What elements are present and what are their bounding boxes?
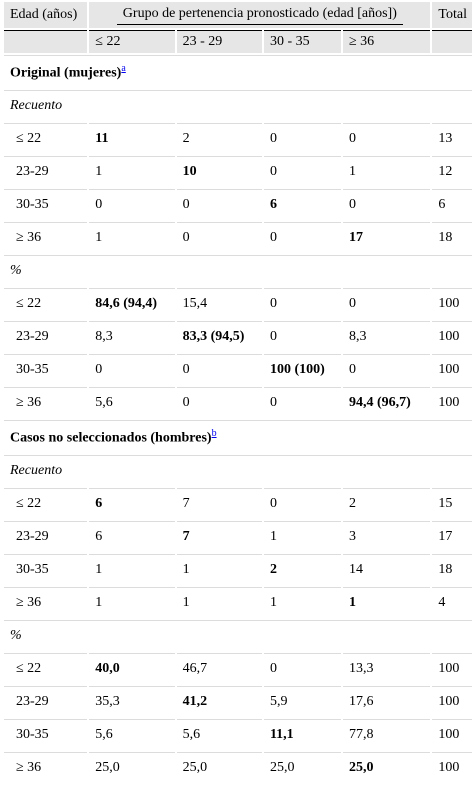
table-cell: 7 (177, 488, 262, 519)
table-cell: 1 (89, 554, 174, 585)
correct-classification-value: 84,6 (94,4) (95, 296, 158, 311)
table-cell: 1 (264, 587, 341, 618)
row-total: 6 (432, 189, 472, 220)
table-row (4, 222, 472, 253)
table-cell (89, 488, 174, 519)
table-cell: 0 (177, 222, 262, 253)
table-cell: 0 (264, 222, 341, 253)
table-cell: 0 (177, 189, 262, 220)
table-cell (264, 189, 341, 220)
table-cell: 0 (264, 288, 341, 319)
block-label: Recuento (4, 455, 472, 486)
row-age: ≥ 36 (4, 752, 87, 783)
row-age: 30-35 (4, 189, 87, 220)
table-cell (89, 653, 174, 684)
table-cell: 5,6 (89, 719, 174, 750)
row-age: 23-29 (4, 521, 87, 552)
section-title (4, 420, 472, 453)
table-cell: 0 (343, 354, 430, 385)
correct-classification-value: 6 (95, 496, 103, 511)
row-age: 30-35 (4, 719, 87, 750)
block-label-row (4, 620, 472, 651)
table-cell: 0 (177, 387, 262, 418)
classification-table (2, 0, 474, 785)
correct-classification-value: 6 (269, 197, 277, 212)
table-cell: 15,4 (177, 288, 262, 319)
table-cell: 8,3 (343, 321, 430, 352)
table-cell (264, 719, 341, 750)
table-cell (177, 156, 262, 187)
correct-classification-value: 2 (269, 562, 277, 577)
row-total: 100 (432, 653, 472, 684)
table-cell: 0 (343, 189, 430, 220)
row-total: 100 (432, 752, 472, 783)
table-cell (177, 521, 262, 552)
row-age: 23-29 (4, 156, 87, 187)
correct-classification-value: 83,3 (94,5) (182, 329, 245, 344)
block-label-row (4, 455, 472, 486)
correct-classification-value: 40,0 (95, 661, 120, 676)
table-cell: 0 (264, 653, 341, 684)
row-age: 30-35 (4, 554, 87, 585)
header-group (89, 2, 430, 28)
correct-classification-value: 7 (182, 529, 190, 544)
table-row (4, 521, 472, 552)
table-row (4, 752, 472, 783)
table-row (4, 156, 472, 187)
table-row (4, 288, 472, 319)
row-age: ≤ 22 (4, 653, 87, 684)
block-label: % (4, 255, 472, 286)
correct-classification-value: 17 (348, 230, 363, 245)
table-cell (177, 686, 262, 717)
correct-classification-value: 11 (95, 131, 109, 146)
row-total: 12 (432, 156, 472, 187)
row-age: ≥ 36 (4, 222, 87, 253)
table-cell: 25,0 (89, 752, 174, 783)
block-label: % (4, 620, 472, 651)
row-age: ≤ 22 (4, 123, 87, 154)
row-age: ≥ 36 (4, 387, 87, 418)
header-col-3: ≥ 36 (343, 30, 430, 53)
table-cell (343, 222, 430, 253)
table-cell: 1 (343, 156, 430, 187)
row-total: 100 (432, 387, 472, 418)
table-row (4, 321, 472, 352)
table-cell: 3 (343, 521, 430, 552)
table-cell (264, 354, 341, 385)
correct-classification-value: 100 (100) (269, 362, 325, 377)
header-age: Edad (años) (4, 2, 87, 28)
table-cell: 17,6 (343, 686, 430, 717)
row-age: 23-29 (4, 321, 87, 352)
header-col-0: ≤ 22 (89, 30, 174, 53)
section-title-text: Casos no seleccionados (hombres) (10, 430, 212, 446)
block-label-row (4, 255, 472, 286)
table-row (4, 354, 472, 385)
table-cell: 1 (264, 521, 341, 552)
header-blank-total (432, 30, 472, 53)
row-total: 17 (432, 521, 472, 552)
row-age: ≤ 22 (4, 288, 87, 319)
table-cell (343, 587, 430, 618)
table-cell: 5,6 (177, 719, 262, 750)
table-cell: 1 (177, 587, 262, 618)
table-row (4, 554, 472, 585)
table-cell: 8,3 (89, 321, 174, 352)
table-row (4, 653, 472, 684)
section-header (4, 55, 472, 88)
table-cell: 0 (89, 354, 174, 385)
table-cell (89, 288, 174, 319)
table-cell: 1 (89, 222, 174, 253)
table-cell: 0 (177, 354, 262, 385)
section-title-text: Original (mujeres) (10, 65, 122, 81)
correct-classification-value: 1 (348, 595, 356, 610)
correct-classification-value: 10 (182, 164, 197, 179)
table-cell: 2 (343, 488, 430, 519)
table-cell: 0 (343, 123, 430, 154)
table-cell: 0 (343, 288, 430, 319)
table-cell: 25,0 (264, 752, 341, 783)
row-total: 13 (432, 123, 472, 154)
row-age: 23-29 (4, 686, 87, 717)
table-cell: 77,8 (343, 719, 430, 750)
table-row (4, 387, 472, 418)
table-cell: 35,3 (89, 686, 174, 717)
header-col-2: 30 - 35 (264, 30, 341, 53)
table-cell: 13,3 (343, 653, 430, 684)
row-age: 30-35 (4, 354, 87, 385)
correct-classification-value: 41,2 (182, 694, 208, 709)
table-cell (89, 123, 174, 154)
table-cell: 25,0 (177, 752, 262, 783)
table-cell: 2 (177, 123, 262, 154)
table-cell: 5,9 (264, 686, 341, 717)
header-col-1: 23 - 29 (177, 30, 262, 53)
row-age: ≤ 22 (4, 488, 87, 519)
table-row (4, 189, 472, 220)
row-total: 100 (432, 686, 472, 717)
table-cell: 46,7 (177, 653, 262, 684)
table-row (4, 587, 472, 618)
table-cell (264, 554, 341, 585)
row-total: 4 (432, 587, 472, 618)
table-cell: 0 (89, 189, 174, 220)
table-cell: 14 (343, 554, 430, 585)
table-cell (177, 321, 262, 352)
table-cell: 0 (264, 387, 341, 418)
table-row (4, 123, 472, 154)
footnote-link[interactable]: a (121, 62, 126, 74)
correct-classification-value: 11,1 (269, 727, 294, 742)
row-total: 18 (432, 554, 472, 585)
table-cell (343, 387, 430, 418)
row-total: 100 (432, 719, 472, 750)
table-cell: 1 (89, 156, 174, 187)
table-cell: 5,6 (89, 387, 174, 418)
row-total: 100 (432, 354, 472, 385)
block-label-row (4, 90, 472, 121)
table-cell: 6 (89, 521, 174, 552)
row-total: 100 (432, 288, 472, 319)
table-cell: 0 (264, 123, 341, 154)
table-cell: 0 (264, 321, 341, 352)
row-total: 100 (432, 321, 472, 352)
header-blank (4, 30, 87, 53)
header-total: Total (432, 2, 472, 28)
table-row (4, 686, 472, 717)
table-cell: 1 (177, 554, 262, 585)
section-title (4, 55, 472, 88)
footnote-link[interactable]: b (211, 427, 217, 439)
row-age: ≥ 36 (4, 587, 87, 618)
section-header (4, 420, 472, 453)
correct-classification-value: 25,0 (348, 760, 374, 775)
table-cell: 0 (264, 156, 341, 187)
table-row (4, 488, 472, 519)
correct-classification-value: 94,4 (96,7) (348, 395, 411, 410)
row-total: 15 (432, 488, 472, 519)
table-cell: 0 (264, 488, 341, 519)
row-total: 18 (432, 222, 472, 253)
table-body (4, 55, 472, 783)
table-row (4, 719, 472, 750)
table-cell: 1 (89, 587, 174, 618)
header-group-label: Grupo de pertenencia pronosticado (edad [años]) (117, 6, 403, 25)
block-label: Recuento (4, 90, 472, 121)
table-cell (343, 752, 430, 783)
